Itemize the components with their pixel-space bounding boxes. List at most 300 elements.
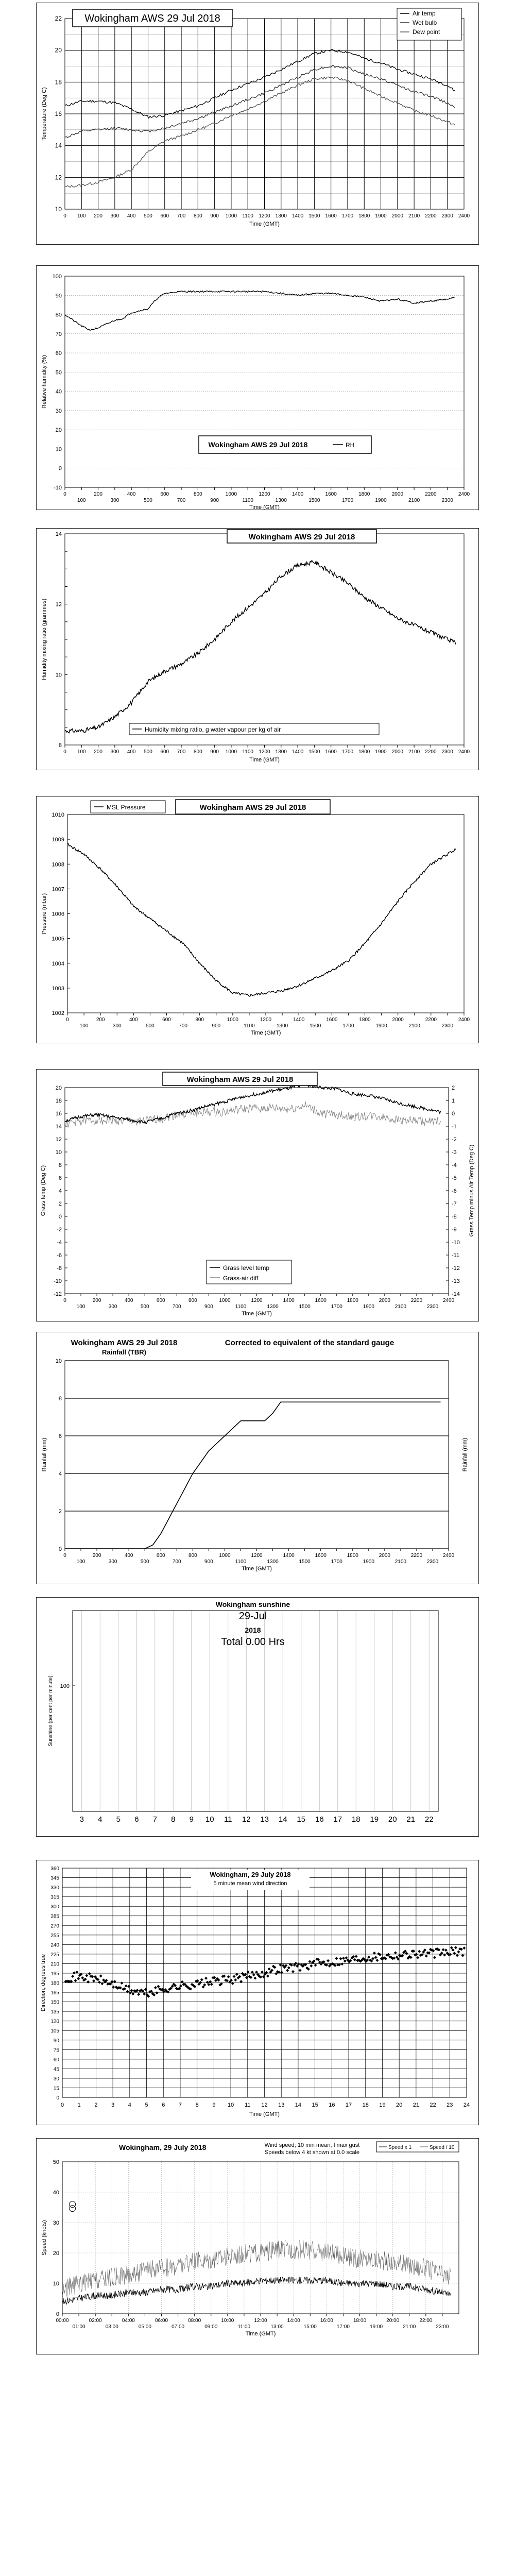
rain-x-tick-label: 700 bbox=[172, 1559, 181, 1565]
mix-x-tick-label: 0 bbox=[63, 749, 66, 755]
wspd-y-tick-label: 30 bbox=[53, 2220, 59, 2226]
rain-x-tick-label: 2400 bbox=[442, 1553, 455, 1558]
pres-x-tick-label: 1600 bbox=[326, 1017, 338, 1023]
pres-x-tick-label: 900 bbox=[212, 1023, 221, 1029]
temp-x-tick-label: 2000 bbox=[391, 213, 403, 219]
sun-chart-date: 29-Jul bbox=[238, 1611, 267, 1622]
wspd-x-tick-label: 05:00 bbox=[138, 2324, 151, 2330]
temp-x-tick-label: 1800 bbox=[358, 213, 370, 219]
grass-legend-label: Grass level temp bbox=[223, 1264, 270, 1272]
wspd-x-tick-label: 17:00 bbox=[336, 2324, 350, 2330]
wspd-y-tick-label: 50 bbox=[53, 2159, 59, 2165]
pres-x-tick-label: 1000 bbox=[227, 1017, 238, 1023]
grass-temp-chart-panel bbox=[36, 1069, 479, 1321]
rh-x-tick-label: 1800 bbox=[358, 492, 370, 497]
mix-x-tick-label: 2400 bbox=[458, 749, 470, 755]
rh-x-axis-label: Time (GMT) bbox=[249, 504, 280, 510]
rh-x-tick-label: 2000 bbox=[391, 492, 403, 497]
grass-x-tick-label: 2200 bbox=[410, 1298, 423, 1303]
grass-y-tick-label: -12 bbox=[54, 1291, 62, 1297]
sun-x-tick-label: 21 bbox=[406, 1815, 416, 1824]
temp-x-tick-label: 1300 bbox=[275, 213, 287, 219]
rain-x-tick-label: 1800 bbox=[347, 1553, 358, 1558]
pressure-chart bbox=[37, 796, 478, 1043]
temp-x-tick-label: 1200 bbox=[259, 213, 270, 219]
wdir-x-tick-label: 11 bbox=[245, 2102, 251, 2108]
sun-x-tick-label: 6 bbox=[134, 1815, 139, 1824]
grass-y2-tick-label: -2 bbox=[452, 1137, 457, 1143]
temp-x-tick-label: 0 bbox=[63, 213, 66, 219]
rain-x-tick-label: 1100 bbox=[235, 1559, 247, 1565]
rh-x-tick-label: 100 bbox=[77, 498, 86, 503]
wspd-x-tick-label: 00:00 bbox=[56, 2318, 69, 2324]
wspd-x-tick-label: 06:00 bbox=[154, 2318, 168, 2324]
grass-x-tick-label: 900 bbox=[204, 1304, 213, 1310]
wdir-x-tick-label: 8 bbox=[195, 2102, 199, 2108]
wdir-y-tick-label: 300 bbox=[50, 1904, 59, 1910]
pres-x-tick-label: 1100 bbox=[244, 1023, 255, 1029]
rh-x-tick-label: 1700 bbox=[341, 498, 354, 503]
mix-x-tick-label: 1300 bbox=[275, 749, 287, 755]
rain-x-tick-label: 1200 bbox=[251, 1553, 263, 1558]
grass-y2-tick-label: -6 bbox=[452, 1188, 457, 1194]
rain-y-tick-label: 10 bbox=[55, 1358, 62, 1364]
sun-y-tick-label: 100 bbox=[60, 1683, 70, 1689]
rain-y-tick-label: 6 bbox=[58, 1433, 62, 1439]
temp-x-tick-label: 1000 bbox=[225, 213, 237, 219]
wspd-x-tick-label: 18:00 bbox=[353, 2318, 367, 2324]
rh-y-axis-label: Relative humidity (%) bbox=[41, 355, 47, 409]
rh-x-tick-label: 700 bbox=[177, 498, 186, 503]
temp-x-tick-label: 300 bbox=[110, 213, 119, 219]
wspd-x-tick-label: 23:00 bbox=[436, 2324, 449, 2330]
grass-y-tick-label: 14 bbox=[55, 1124, 62, 1130]
rh-y-tick-label: 10 bbox=[55, 446, 62, 453]
sun-x-tick-label: 3 bbox=[79, 1815, 84, 1824]
wdir-x-tick-label: 14 bbox=[295, 2102, 302, 2108]
rh-y-tick-label: 40 bbox=[55, 388, 62, 395]
sun-x-tick-label: 7 bbox=[152, 1815, 157, 1824]
mix-y-tick-label: 14 bbox=[55, 531, 62, 537]
rain-y-tick-label: 0 bbox=[58, 1546, 62, 1552]
wspd-x-axis-label: Time (GMT) bbox=[245, 2331, 276, 2337]
grass-y-tick-label: -10 bbox=[54, 1278, 62, 1284]
mix-x-tick-label: 600 bbox=[160, 749, 169, 755]
temp-x-tick-label: 1700 bbox=[341, 213, 354, 219]
temp-x-tick-label: 1600 bbox=[325, 213, 337, 219]
sun-x-tick-label: 20 bbox=[388, 1815, 397, 1824]
rainfall-chart bbox=[37, 1332, 478, 1584]
mix-x-tick-label: 500 bbox=[144, 749, 152, 755]
sun-chart-year: 2018 bbox=[245, 1626, 261, 1634]
wind-direction-chart bbox=[37, 1860, 478, 2125]
rh-x-tick-label: 1100 bbox=[242, 498, 253, 503]
grass-y-tick-label: 2 bbox=[58, 1201, 62, 1207]
rain-y2-axis-label: Rainfall (mm) bbox=[462, 1437, 468, 1472]
grass-y2-tick-label: 1 bbox=[452, 1098, 455, 1104]
grass-y-tick-label: 0 bbox=[58, 1214, 62, 1220]
rh-y-tick-label: 30 bbox=[55, 408, 62, 414]
mix-x-tick-label: 1500 bbox=[308, 749, 320, 755]
rh-x-tick-label: 400 bbox=[127, 492, 136, 497]
rain-background bbox=[37, 1332, 478, 1584]
grass-y-tick-label: 16 bbox=[55, 1111, 62, 1117]
temp-x-tick-label: 800 bbox=[193, 213, 202, 219]
wdir-x-tick-label: 15 bbox=[312, 2102, 318, 2108]
rh-x-tick-label: 2200 bbox=[425, 492, 437, 497]
wdir-x-tick-label: 19 bbox=[379, 2102, 386, 2108]
rain-x-tick-label: 2300 bbox=[426, 1559, 439, 1565]
mix-chart-title: Wokingham AWS 29 Jul 2018 bbox=[248, 533, 355, 541]
grass-y2-tick-label: -5 bbox=[452, 1175, 457, 1181]
rain-x-tick-label: 2200 bbox=[410, 1553, 423, 1558]
wspd-x-tick-label: 03:00 bbox=[105, 2324, 118, 2330]
rain-y-tick-label: 4 bbox=[58, 1471, 62, 1477]
wspd-x-tick-label: 11:00 bbox=[237, 2324, 251, 2330]
grass-y-tick-label: 20 bbox=[55, 1085, 62, 1091]
rain-x-tick-label: 1700 bbox=[331, 1559, 342, 1565]
temp-x-tick-label: 200 bbox=[94, 213, 102, 219]
pres-y-axis-label: Pressure (mbar) bbox=[41, 893, 47, 935]
sun-x-tick-label: 14 bbox=[278, 1815, 287, 1824]
pres-y-tick-label: 1006 bbox=[52, 911, 64, 918]
pres-background bbox=[37, 796, 478, 1043]
temp-y-tick-label: 22 bbox=[55, 15, 62, 22]
mix-x-tick-label: 400 bbox=[127, 749, 136, 755]
wspd-x-tick-label: 21:00 bbox=[403, 2324, 416, 2330]
grass-y2-tick-label: 2 bbox=[452, 1085, 455, 1091]
temp-x-tick-label: 2400 bbox=[458, 213, 470, 219]
wspd-x-tick-label: 13:00 bbox=[270, 2324, 284, 2330]
wdir-x-tick-label: 18 bbox=[362, 2102, 369, 2108]
wspd-chart-subtitle: Wind speed; 10 min mean, I max gust bbox=[264, 2142, 360, 2148]
wdir-x-tick-label: 6 bbox=[162, 2102, 165, 2108]
grass-x-tick-label: 1500 bbox=[299, 1304, 311, 1310]
temp-y-tick-label: 14 bbox=[55, 142, 62, 149]
pres-x-tick-label: 100 bbox=[79, 1023, 89, 1029]
wdir-y-tick-label: 135 bbox=[50, 2009, 59, 2015]
pres-y-tick-label: 1007 bbox=[52, 886, 64, 893]
mix-x-tick-label: 300 bbox=[110, 749, 119, 755]
grass-y2-tick-label: 0 bbox=[452, 1111, 455, 1117]
wspd-x-tick-label: 02:00 bbox=[89, 2318, 102, 2324]
grass-x-tick-label: 1900 bbox=[363, 1304, 374, 1310]
rain-x-axis-label: Time (GMT) bbox=[242, 1566, 272, 1572]
grass-x-tick-label: 1600 bbox=[315, 1298, 327, 1303]
wdir-x-tick-label: 24 bbox=[463, 2102, 470, 2108]
humidity-chart bbox=[37, 266, 478, 510]
wdir-y-tick-label: 105 bbox=[50, 2028, 59, 2035]
mix-x-tick-label: 1200 bbox=[259, 749, 270, 755]
grass-x-tick-label: 500 bbox=[140, 1304, 149, 1310]
wdir-x-tick-label: 13 bbox=[278, 2102, 285, 2108]
rain-x-tick-label: 1000 bbox=[219, 1553, 231, 1558]
mix-y-tick-label: 8 bbox=[58, 742, 62, 749]
rh-x-tick-label: 500 bbox=[144, 498, 152, 503]
wdir-x-tick-label: 17 bbox=[345, 2102, 352, 2108]
pres-x-tick-label: 600 bbox=[162, 1017, 171, 1023]
mix-x-tick-label: 1700 bbox=[341, 749, 354, 755]
grass-temp-chart bbox=[37, 1070, 478, 1321]
wdir-x-tick-label: 10 bbox=[227, 2102, 234, 2108]
wind-direction-chart-panel bbox=[36, 1860, 479, 2125]
wdir-x-tick-label: 3 bbox=[111, 2102, 115, 2108]
wdir-x-tick-label: 22 bbox=[430, 2102, 436, 2108]
wspd-x-tick-label: 15:00 bbox=[303, 2324, 317, 2330]
grass-y-tick-label: -2 bbox=[57, 1227, 62, 1233]
grass-x-tick-label: 600 bbox=[156, 1298, 165, 1303]
wdir-chart-subtitle: 5 minute mean wind direction bbox=[213, 1880, 287, 1887]
pres-x-axis-label: Time (GMT) bbox=[250, 1030, 281, 1036]
grass-x-tick-label: 1400 bbox=[283, 1298, 295, 1303]
grass-y-tick-label: 8 bbox=[58, 1162, 62, 1168]
temp-legend-label: Dew point bbox=[413, 28, 440, 36]
wdir-y-tick-label: 345 bbox=[50, 1875, 59, 1882]
rh-y-tick-label: 100 bbox=[52, 274, 62, 280]
temp-x-tick-label: 600 bbox=[160, 213, 169, 219]
rh-background bbox=[37, 266, 478, 510]
pres-x-tick-label: 1500 bbox=[310, 1023, 321, 1029]
temp-y-tick-label: 18 bbox=[55, 78, 62, 86]
pres-x-tick-label: 1900 bbox=[375, 1023, 387, 1029]
temp-x-tick-label: 1400 bbox=[291, 213, 304, 219]
rh-y-tick-label: 50 bbox=[55, 369, 62, 376]
grass-x-tick-label: 2300 bbox=[426, 1304, 439, 1310]
rh-x-tick-label: 1400 bbox=[291, 492, 304, 497]
temp-y-tick-label: 10 bbox=[55, 206, 62, 213]
mix-x-axis-label: Time (GMT) bbox=[249, 757, 280, 763]
grass-x-tick-label: 1000 bbox=[219, 1298, 231, 1303]
wdir-y-tick-label: 360 bbox=[50, 1866, 59, 1872]
rain-x-tick-label: 1300 bbox=[267, 1559, 279, 1565]
wdir-background bbox=[37, 1860, 478, 2125]
rain-x-tick-label: 200 bbox=[92, 1553, 101, 1558]
pres-x-tick-label: 1800 bbox=[359, 1017, 371, 1023]
rh-x-tick-label: 1300 bbox=[275, 498, 287, 503]
grass-x-tick-label: 2000 bbox=[379, 1298, 390, 1303]
sun-x-tick-label: 9 bbox=[189, 1815, 194, 1824]
pres-x-tick-label: 1300 bbox=[276, 1023, 288, 1029]
temp-x-tick-label: 400 bbox=[127, 213, 136, 219]
rain-y-axis-label: Rainfall (mm) bbox=[41, 1437, 47, 1472]
temp-legend-label: Air temp bbox=[413, 10, 436, 17]
mix-x-tick-label: 200 bbox=[94, 749, 102, 755]
rain-x-tick-label: 1900 bbox=[363, 1559, 374, 1565]
wspd-x-tick-label: 08:00 bbox=[188, 2318, 201, 2324]
grass-y2-tick-label: -3 bbox=[452, 1149, 457, 1156]
wspd-x-tick-label: 14:00 bbox=[287, 2318, 300, 2324]
rh-y-tick-label: 70 bbox=[55, 331, 62, 337]
pres-x-tick-label: 1200 bbox=[260, 1017, 272, 1023]
wdir-y-tick-label: 210 bbox=[50, 1961, 59, 1968]
temperature-chart bbox=[37, 3, 478, 244]
grass-y2-axis-label: Grass Temp minus Air Temp (Deg C) bbox=[469, 1144, 475, 1237]
sun-x-tick-label: 13 bbox=[260, 1815, 269, 1824]
rain-x-tick-label: 900 bbox=[204, 1559, 213, 1565]
temp-x-axis-label: Time (GMT) bbox=[249, 221, 280, 227]
temp-x-tick-label: 500 bbox=[144, 213, 152, 219]
sun-x-tick-label: 18 bbox=[351, 1815, 360, 1824]
wdir-y-tick-label: 60 bbox=[53, 2057, 59, 2063]
mix-y-tick-label: 12 bbox=[55, 601, 62, 608]
pres-x-tick-label: 300 bbox=[112, 1023, 122, 1029]
mix-x-tick-label: 2000 bbox=[391, 749, 403, 755]
rh-legend-label: RH bbox=[346, 442, 355, 449]
rainfall-chart-panel bbox=[36, 1332, 479, 1584]
temp-x-tick-label: 1900 bbox=[375, 213, 387, 219]
mix-x-tick-label: 1900 bbox=[375, 749, 387, 755]
mix-x-tick-label: 2100 bbox=[408, 749, 420, 755]
pres-x-tick-label: 1700 bbox=[342, 1023, 354, 1029]
sun-x-tick-label: 5 bbox=[116, 1815, 121, 1824]
wspd-x-tick-label: 19:00 bbox=[370, 2324, 383, 2330]
wdir-x-tick-label: 9 bbox=[212, 2102, 216, 2108]
wspd-legend-label: Speed / 10 bbox=[430, 2145, 455, 2150]
wspd-x-tick-label: 22:00 bbox=[419, 2318, 433, 2324]
grass-x-tick-label: 300 bbox=[108, 1304, 117, 1310]
wspd-y-tick-label: 20 bbox=[53, 2250, 59, 2257]
grass-y2-tick-label: -14 bbox=[452, 1291, 460, 1297]
grass-y2-tick-label: -12 bbox=[452, 1265, 460, 1272]
temp-y-axis-label: Temperature (Deg C) bbox=[41, 87, 47, 141]
wspd-x-tick-label: 20:00 bbox=[386, 2318, 400, 2324]
grass-x-tick-label: 2400 bbox=[442, 1298, 455, 1303]
rh-x-tick-label: 2100 bbox=[408, 498, 420, 503]
wspd-legend-label: Speed x 1 bbox=[388, 2145, 412, 2150]
pres-legend-label: MSL Pressure bbox=[107, 804, 146, 811]
rh-x-tick-label: 1200 bbox=[259, 492, 270, 497]
sunshine-chart bbox=[37, 1598, 478, 1836]
page-bottom-space bbox=[0, 2370, 515, 2576]
grass-y-tick-label: 10 bbox=[55, 1149, 62, 1156]
wdir-y-tick-label: 330 bbox=[50, 1885, 59, 1891]
wdir-x-tick-label: 2 bbox=[94, 2102, 98, 2108]
rain-x-tick-label: 0 bbox=[63, 1553, 66, 1558]
sun-y-axis-label: Sunshine (per cent per minute) bbox=[48, 1675, 54, 1747]
grass-x-tick-label: 1700 bbox=[331, 1304, 342, 1310]
temp-x-tick-label: 900 bbox=[210, 213, 219, 219]
wspd-x-tick-label: 16:00 bbox=[320, 2318, 333, 2324]
wdir-y-tick-label: 315 bbox=[50, 1894, 59, 1901]
temperature-chart-panel bbox=[36, 3, 479, 245]
mix-x-tick-label: 1100 bbox=[242, 749, 253, 755]
sun-x-tick-label: 16 bbox=[315, 1815, 324, 1824]
wdir-x-tick-label: 16 bbox=[329, 2102, 335, 2108]
wdir-y-tick-label: 285 bbox=[50, 1913, 59, 1920]
pres-x-tick-label: 0 bbox=[66, 1017, 69, 1023]
rh-y-tick-label: 0 bbox=[58, 465, 62, 472]
wdir-y-tick-label: 150 bbox=[50, 1999, 59, 2006]
mix-x-tick-label: 2200 bbox=[425, 749, 437, 755]
grass-x-tick-label: 100 bbox=[76, 1304, 85, 1310]
pres-y-tick-label: 1009 bbox=[52, 837, 64, 843]
rain-y-tick-label: 2 bbox=[58, 1509, 62, 1515]
grass-y2-tick-label: -9 bbox=[452, 1227, 457, 1233]
wind-speed-chart bbox=[37, 2139, 478, 2354]
sun-chart-title: Wokingham sunshine bbox=[215, 1600, 290, 1608]
mix-x-tick-label: 700 bbox=[177, 749, 186, 755]
rh-x-tick-label: 1600 bbox=[325, 492, 337, 497]
pres-x-tick-label: 2400 bbox=[458, 1017, 470, 1023]
grass-x-tick-label: 800 bbox=[188, 1298, 197, 1303]
wspd-x-tick-label: 09:00 bbox=[204, 2324, 218, 2330]
mixing-ratio-chart-panel bbox=[36, 528, 479, 770]
wspd-y-tick-label: 10 bbox=[53, 2281, 59, 2287]
sunshine-chart-panel bbox=[36, 1597, 479, 1837]
rain-x-tick-label: 300 bbox=[108, 1559, 117, 1565]
wdir-x-tick-label: 12 bbox=[261, 2102, 268, 2108]
mix-x-tick-label: 900 bbox=[210, 749, 219, 755]
wspd-chart-title: Wokingham, 29 July 2018 bbox=[119, 2143, 207, 2151]
wspd-y-axis-label: Speed (knots) bbox=[41, 2220, 47, 2256]
grass-y-axis-label: Grass temp (Deg C) bbox=[40, 1165, 46, 1216]
wdir-y-tick-label: 45 bbox=[53, 2066, 59, 2073]
wind-speed-chart-panel bbox=[36, 2138, 479, 2354]
sun-x-tick-label: 19 bbox=[370, 1815, 379, 1824]
wdir-y-tick-label: 225 bbox=[50, 1952, 59, 1958]
rain-x-tick-label: 600 bbox=[156, 1553, 165, 1558]
rh-x-tick-label: 300 bbox=[110, 498, 119, 503]
sun-chart-total: Total 0.00 Hrs bbox=[221, 1636, 285, 1648]
pres-x-tick-label: 200 bbox=[96, 1017, 105, 1023]
temp-legend-label: Wet bulb bbox=[413, 19, 437, 26]
wdir-y-tick-label: 0 bbox=[56, 2095, 59, 2101]
grass-x-tick-label: 1800 bbox=[347, 1298, 358, 1303]
rh-x-tick-label: 1500 bbox=[308, 498, 320, 503]
wspd-x-tick-label: 12:00 bbox=[254, 2318, 267, 2324]
grass-x-tick-label: 400 bbox=[124, 1298, 133, 1303]
grass-x-tick-label: 200 bbox=[92, 1298, 101, 1303]
grass-x-tick-label: 1300 bbox=[267, 1304, 279, 1310]
rh-chart-title: Wokingham AWS 29 Jul 2018 bbox=[208, 440, 308, 449]
wdir-x-tick-label: 20 bbox=[396, 2102, 403, 2108]
sun-x-tick-label: 4 bbox=[98, 1815, 102, 1824]
pres-x-tick-label: 2000 bbox=[392, 1017, 404, 1023]
wspd-y-tick-label: 0 bbox=[56, 2311, 59, 2317]
rh-x-tick-label: 2300 bbox=[441, 498, 453, 503]
pres-y-tick-label: 1003 bbox=[52, 985, 64, 992]
grass-y2-tick-label: -8 bbox=[452, 1214, 457, 1220]
rain-x-tick-label: 1500 bbox=[299, 1559, 311, 1565]
pres-x-tick-label: 700 bbox=[179, 1023, 187, 1029]
rh-x-tick-label: 600 bbox=[160, 492, 169, 497]
wdir-chart-title: Wokingham, 29 July 2018 bbox=[210, 1871, 291, 1878]
grass-x-tick-label: 1100 bbox=[235, 1304, 247, 1310]
sun-x-tick-label: 17 bbox=[333, 1815, 342, 1824]
mix-x-tick-label: 1000 bbox=[225, 749, 237, 755]
rh-x-tick-label: 0 bbox=[63, 492, 66, 497]
grass-y-tick-label: 12 bbox=[55, 1137, 62, 1143]
grass-y2-tick-label: -1 bbox=[452, 1124, 457, 1130]
grass-y-tick-label: -4 bbox=[57, 1240, 62, 1246]
wdir-y-tick-label: 30 bbox=[53, 2076, 59, 2082]
wdir-y-tick-label: 75 bbox=[53, 2047, 59, 2054]
sun-x-tick-label: 8 bbox=[171, 1815, 176, 1824]
temp-x-tick-label: 100 bbox=[77, 213, 86, 219]
rh-x-tick-label: 1000 bbox=[225, 492, 237, 497]
grass-y-tick-label: 6 bbox=[58, 1175, 62, 1181]
sun-x-tick-label: 15 bbox=[297, 1815, 306, 1824]
rain-chart-subtitle: Rainfall (TBR) bbox=[102, 1348, 146, 1356]
rh-x-tick-label: 900 bbox=[210, 498, 219, 503]
wdir-y-tick-label: 165 bbox=[50, 1990, 59, 1996]
mix-x-tick-label: 100 bbox=[77, 749, 86, 755]
rain-x-tick-label: 800 bbox=[188, 1553, 197, 1558]
wspd-x-tick-label: 10:00 bbox=[221, 2318, 234, 2324]
pres-y-tick-label: 1005 bbox=[52, 936, 64, 942]
pres-chart-title: Wokingham AWS 29 Jul 2018 bbox=[199, 803, 306, 812]
wspd-y-tick-label: 40 bbox=[53, 2190, 59, 2196]
